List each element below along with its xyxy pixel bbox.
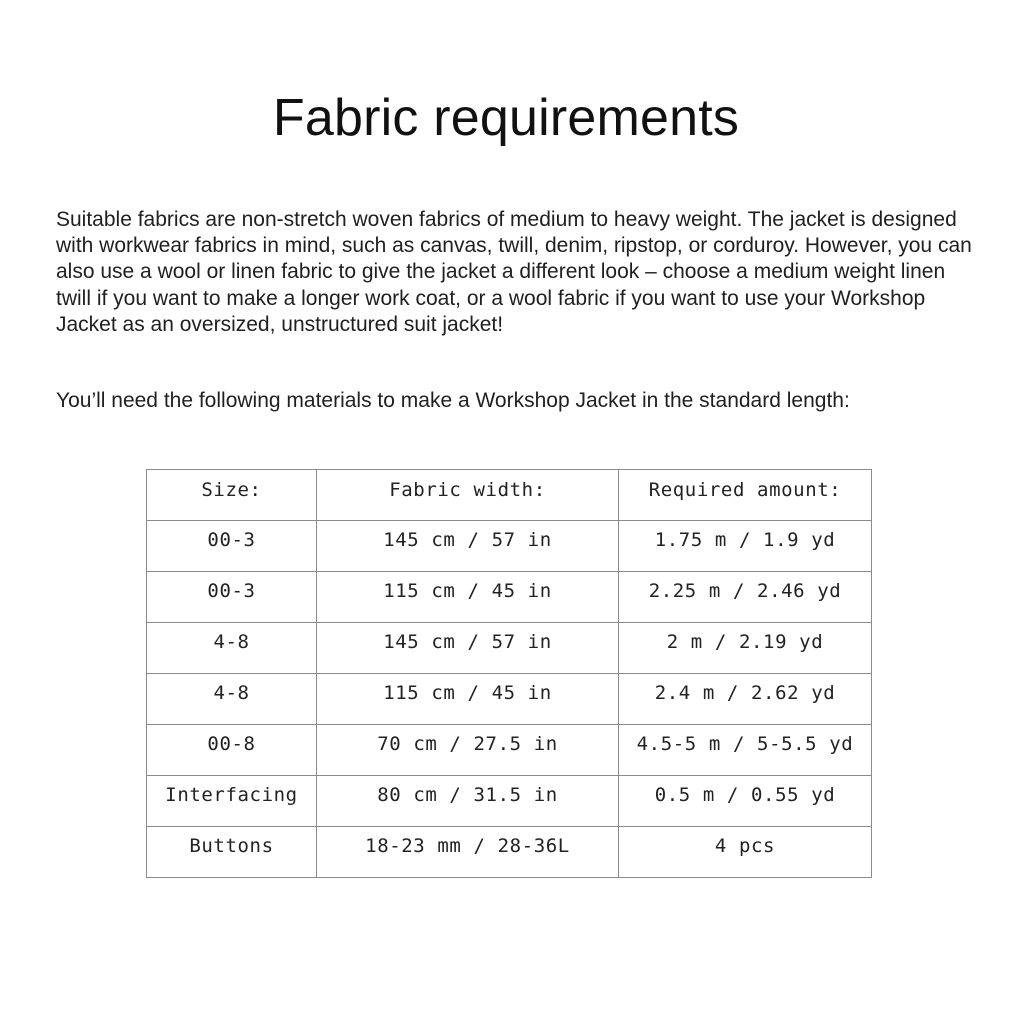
- cell-required-amount: 2.4 m / 2.62 yd: [619, 674, 872, 725]
- cell-required-amount: 4.5-5 m / 5-5.5 yd: [619, 725, 872, 776]
- cell-required-amount: 2 m / 2.19 yd: [619, 623, 872, 674]
- header-fabric-width: Fabric width:: [317, 470, 619, 521]
- fabric-requirements-table: [146, 469, 872, 878]
- table-row: [147, 572, 872, 623]
- table-row: [147, 623, 872, 674]
- cell-size: 00-8: [147, 725, 317, 776]
- table-row: [147, 776, 872, 827]
- intro-paragraph: Suitable fabrics are non-stretch woven fabrics of medium to heavy weight. The jacket is designed with workwear fabrics in mind, such as canvas, twill, denim, ripstop, or corduroy. However, you can also use a wool or linen fabric to give the jacket a different look – choose a medium weight linen twill if you want to make a longer work coat, or a wool fabric if you want to use your Workshop Jacket as an oversized, unstructured suit jacket!: [56, 208, 972, 336]
- cell-fabric-width: 145 cm / 57 in: [317, 623, 619, 674]
- cell-size: 00-3: [147, 572, 317, 623]
- cell-fabric-width: 80 cm / 31.5 in: [317, 776, 619, 827]
- cell-fabric-width: 70 cm / 27.5 in: [317, 725, 619, 776]
- cell-size: Interfacing: [147, 776, 317, 827]
- header-size: Size:: [147, 470, 317, 521]
- cell-size: 4-8: [147, 623, 317, 674]
- table-row: [147, 827, 872, 878]
- cell-size: 00-3: [147, 521, 317, 572]
- page-title: Fabric requirements: [272, 89, 740, 147]
- cell-fabric-width: 18-23 mm / 28-36L: [317, 827, 619, 878]
- cell-required-amount: 1.75 m / 1.9 yd: [619, 521, 872, 572]
- cell-required-amount: 2.25 m / 2.46 yd: [619, 572, 872, 623]
- cell-fabric-width: 115 cm / 45 in: [317, 572, 619, 623]
- table-row: [147, 725, 872, 776]
- cell-size: 4-8: [147, 674, 317, 725]
- table-header-row: [147, 470, 872, 521]
- cell-required-amount: 0.5 m / 0.55 yd: [619, 776, 872, 827]
- table-row: [147, 674, 872, 725]
- header-required-amount: Required amount:: [619, 470, 872, 521]
- cell-required-amount: 4 pcs: [619, 827, 872, 878]
- cell-fabric-width: 115 cm / 45 in: [317, 674, 619, 725]
- lead-paragraph: You’ll need the following materials to make a Workshop Jacket in the standard length:: [56, 389, 850, 412]
- table-row: [147, 521, 872, 572]
- cell-fabric-width: 145 cm / 57 in: [317, 521, 619, 572]
- cell-size: Buttons: [147, 827, 317, 878]
